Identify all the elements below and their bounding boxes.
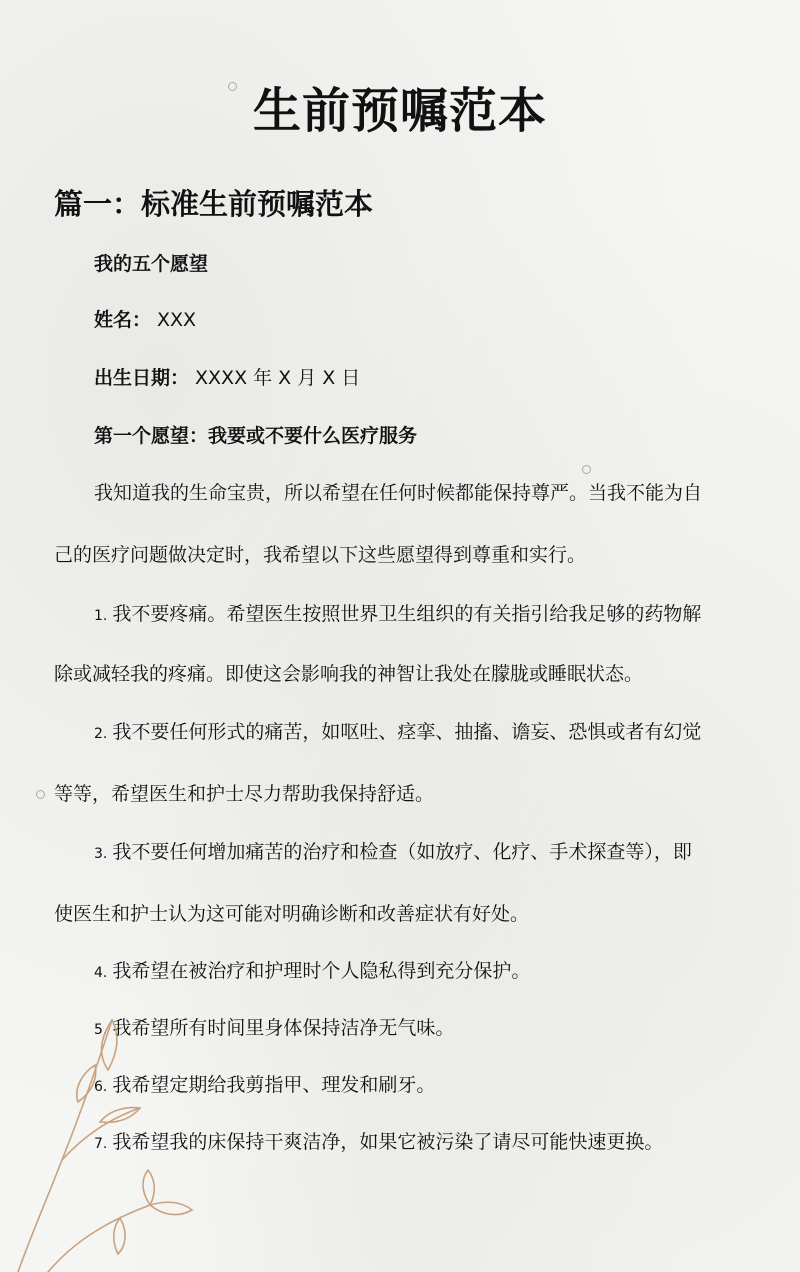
plant-leaf xyxy=(114,1218,125,1254)
item-text: 我不要任何形式的痛苦，如呕吐、痉挛、抽搐、谵妄、恐惧或者有幻觉 xyxy=(112,721,702,743)
name-label: 姓名： xyxy=(94,309,152,331)
item-number: 3. xyxy=(94,846,108,862)
section-title: 篇一：标准生前预嘱范本 xyxy=(54,187,374,221)
plant-leaf xyxy=(150,1202,192,1214)
item-number: 5. xyxy=(94,1022,108,1038)
item-text: 我希望定期给我剪指甲、理发和刷牙。 xyxy=(112,1074,436,1096)
list-item xyxy=(94,600,701,630)
plant-leaf xyxy=(143,1170,154,1205)
list-item xyxy=(94,838,692,868)
wish1-heading: 第一个愿望：我要或不要什么医疗服务 xyxy=(94,425,418,447)
item-number: 7. xyxy=(94,1136,108,1152)
decorative-dot xyxy=(36,790,45,799)
birth-label: 出生日期： xyxy=(94,367,190,389)
item-number: 4. xyxy=(94,965,108,981)
item-number: 2. xyxy=(94,726,108,742)
wishes-heading: 我的五个愿望 xyxy=(94,253,209,275)
plant-stem xyxy=(18,1020,112,1272)
item-text: 我希望在被治疗和护理时个人隐私得到充分保护。 xyxy=(112,960,531,982)
list-item xyxy=(94,718,701,748)
list-item xyxy=(94,957,530,987)
name-value: XXX xyxy=(157,309,197,331)
plant-sprig-decoration xyxy=(0,1010,220,1272)
item-text: 我希望所有时间里身体保持洁净无气味。 xyxy=(112,1017,455,1039)
list-item-continuation: 使医生和护士认为这可能对明确诊断和改善症状有好处。 xyxy=(54,903,530,925)
birth-row xyxy=(94,364,360,392)
item-number: 1. xyxy=(94,608,108,624)
item-text: 我不要疼痛。希望医生按照世界卫生组织的有关指引给我足够的药物解 xyxy=(112,603,702,625)
plant-stem xyxy=(48,1205,150,1272)
item-text: 我不要任何增加痛苦的治疗和检查（如放疗、化疗、手术探查等），即 xyxy=(112,841,692,863)
intro-line-1: 我知道我的生命宝贵，所以希望在任何时候都能保持尊严。当我不能为自 xyxy=(94,482,703,504)
intro-line-2: 己的医疗问题做决定时，我希望以下这些愿望得到尊重和实行。 xyxy=(54,544,587,566)
document-title: 生前预嘱范本 xyxy=(252,83,547,139)
list-item-continuation: 除或减轻我的疼痛。即使这会影响我的神智让我处在朦胧或睡眠状态。 xyxy=(54,663,644,685)
item-number: 6. xyxy=(94,1079,108,1095)
name-row xyxy=(94,306,196,334)
birth-value: XXXX 年 X 月 X 日 xyxy=(195,367,361,389)
list-item-continuation: 等等，希望医生和护士尽力帮助我保持舒适。 xyxy=(54,783,435,805)
plant-branch xyxy=(62,1108,140,1160)
item-text: 我希望我的床保持干爽洁净，如果它被污染了请尽可能快速更换。 xyxy=(112,1131,664,1153)
decorative-dot xyxy=(582,465,591,474)
